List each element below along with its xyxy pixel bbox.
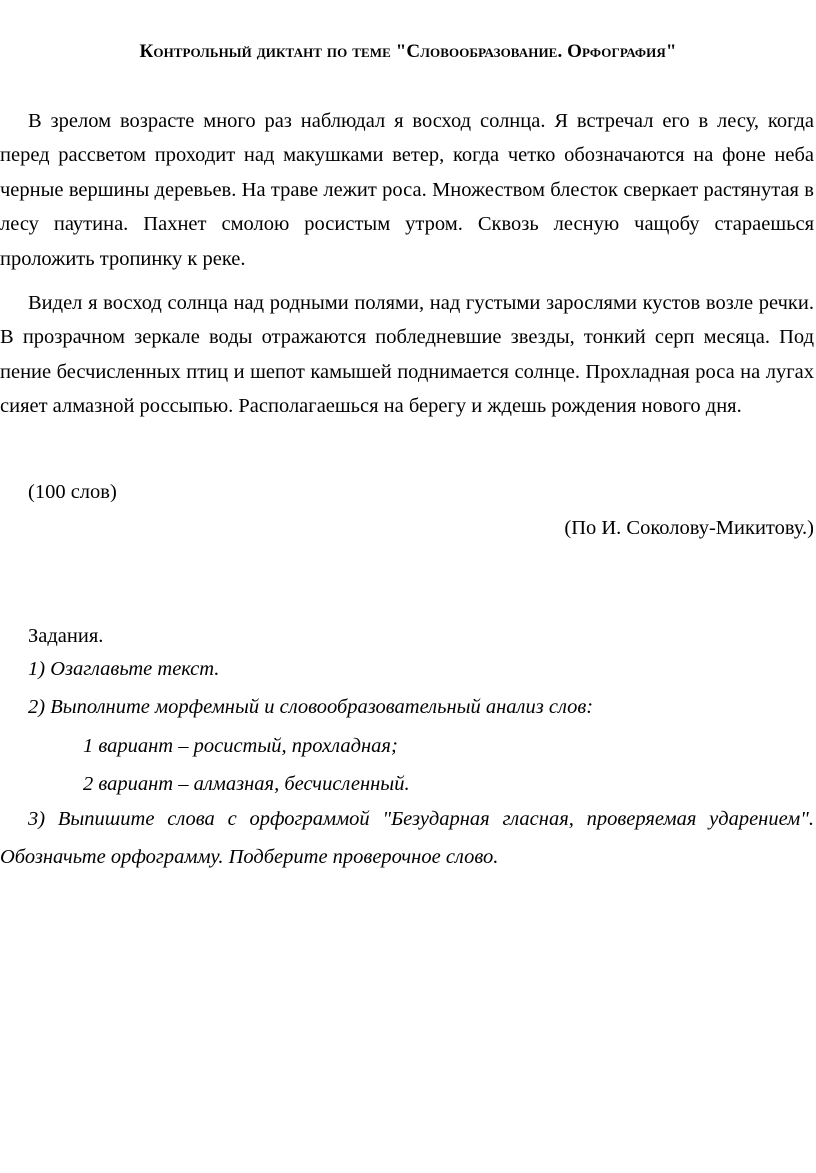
task-1: 1) Озаглавьте текст.: [28, 658, 220, 680]
dictation-paragraph-1: В зрелом возрасте много раз наблюдал я восход солнца. Я встречал его в лесу, когда перед рассветом проходит над макушками ветер, когда четко обозначаются на фоне неба черные вершины деревьев. На траве лежит роса. Множеством блесток сверкает растянутая в лесу паутина. Пахнет смолою росистым утром. Сквозь лесную чащобу стараешься проложить тропинку к реке.: [0, 110, 814, 270]
page-title: Контрольный диктант по теме "Словообразование. Орфография": [139, 41, 677, 62]
dictation-paragraph-2: Видел я восход солнца над родными полями, над густыми зарослями кустов возле речки. В прозрачном зеркале воды отражаются побледневшие звезды, тонкий серп месяца. Под пение бесчисленных птиц и шепот камышей поднимается солнце. Прохладная роса на лугах сияет алмазной россыпью. Располагаешься на берегу и ждешь рождения нового дня.: [0, 292, 814, 418]
task-3: 3) Выпишите слова с орфограммой "Безударная гласная, проверяемая ударением". Обозначьте орфограмму. Подберите проверочное слово.: [0, 808, 814, 868]
tasks-heading: Задания.: [28, 625, 104, 647]
word-count: (100 слов): [28, 481, 117, 503]
source-attribution: (По И. Соколову-Микитову.): [564, 517, 814, 539]
task-2: 2) Выполните морфемный и словообразовательный анализ слов:: [28, 696, 594, 718]
task-2-variant-2: 2 вариант – алмазная, бесчисленный.: [83, 773, 410, 795]
task-2-variant-1: 1 вариант – росистый, прохладная;: [83, 735, 398, 757]
